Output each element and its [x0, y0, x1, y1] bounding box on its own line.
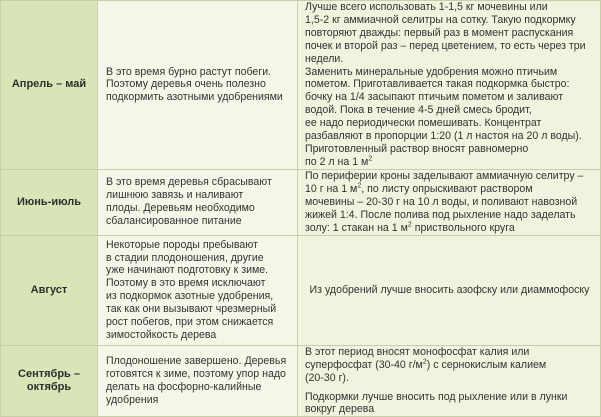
recommendation-text: золу: 1 стакан на 1 м [305, 221, 408, 234]
reason-line: готовятся к зиме, поэтому упор надо [106, 368, 286, 381]
recommendation-line: Подкормки лучше вносить под рыхление или в лунки [305, 390, 568, 403]
recommendation-text: 10 г на 1 м [305, 182, 358, 195]
reason-line: Плодоношение завершено. Деревья [106, 355, 287, 368]
recommendation-line: Лучше всего использовать 1-1,5 кг мочевины или [305, 1, 548, 13]
reason-line: зимостойкость дерева [106, 329, 217, 341]
recommendation-line: мочевины – 20-30 г на 10 л воды, и поливают навозной [305, 195, 578, 208]
reason-line: подкормить азотными удобрениями [106, 91, 283, 104]
reason-line: из подкормок азотные удобрения, [106, 290, 274, 303]
period-cell [1, 169, 98, 235]
recommendation-line: недели. [305, 52, 344, 65]
recommendation-line: Заменить минеральные удобрения можно птичьим [305, 65, 558, 78]
recommendation-line: 1,5-2 кг аммиачной селитры на сотку. Такую подкормку [305, 13, 576, 26]
superscript: 2 [407, 221, 412, 229]
reason-line: плоды. Деревьям необходимо [106, 202, 255, 215]
recommendation-text: приствольного круга [411, 221, 515, 234]
reason-line: рост побегов, при этом снижается [106, 316, 274, 329]
reason-cell [98, 1, 298, 170]
reason-line: Поэтому в это время исключают [106, 277, 266, 290]
recommendation-line: почек и второй раз – перед цветением, то есть через три [305, 39, 586, 52]
table-row [1, 169, 601, 235]
period-label: Апрель – май [11, 78, 87, 91]
recommendation-line: В этот период вносят монофосфат калия или [305, 345, 530, 358]
superscript: 2 [422, 358, 427, 366]
reason-cell [98, 345, 298, 417]
recommendation-line: вокруг дерева [305, 403, 375, 416]
recommendation-line: водой. Пока в течение 4-5 дней смесь бродит, [305, 104, 532, 117]
recommendation-line: (20-30 г). [305, 371, 349, 384]
recommendation-line: жижей 1:4. После полива под рыхление надо заделать [305, 208, 576, 221]
reason-line: сбалансированное питание [106, 215, 242, 228]
recommendation-cell [298, 169, 601, 235]
recommendation-line: пометом. Приготавливается такая подкормка быстро: [305, 78, 570, 91]
table-row [1, 1, 601, 170]
reason-line: удобрения [106, 393, 159, 406]
recommendation-line [305, 359, 594, 372]
reason-line: делать на фосфорно-калийные [106, 381, 262, 394]
recommendation-text: по 2 л на 1 м [305, 155, 369, 168]
superscript: 2 [368, 155, 373, 163]
recommendation-line [305, 222, 594, 235]
superscript: 2 [357, 182, 362, 190]
reason-line: уже начинают подготовку к зиме. [106, 264, 269, 277]
recommendation-cell [298, 345, 601, 417]
period-cell [1, 235, 98, 345]
period-label: Август [30, 283, 68, 296]
recommendation-line: Из удобрений лучше вносить азофску или диаммофоску [309, 283, 590, 296]
table-row [1, 345, 601, 417]
period-label: октябрь [26, 381, 72, 394]
period-cell [1, 1, 98, 170]
recommendation-text: , по листу опрыскивают раствором [361, 182, 533, 195]
recommendation-text: суперфосфат (30-40 г/м [305, 358, 423, 371]
recommendation-line: Приготовленный раствор вносят равномерно [305, 142, 529, 155]
recommendation-line: бочку на 1/4 засыпают птичьим пометом и заливают [305, 91, 564, 104]
recommendation-line: разбавляют в пропорции 1:20 (1 л настоя на 20 л воды). [305, 130, 582, 143]
reason-line: В это время деревья сбрасывают [106, 176, 272, 189]
reason-line: Некоторые породы пребывают [106, 238, 258, 251]
recommendation-text: ) с сернокислым калием [426, 358, 547, 371]
recommendation-line: повторяют дважды: первый раз в момент распускания [305, 26, 574, 39]
reason-line: В это время бурно растут побеги. [106, 65, 272, 78]
reason-line: в стадии плодоношения, другие [106, 251, 264, 264]
reason-line: Поэтому деревья очень полезно [106, 78, 266, 91]
table-row [1, 235, 601, 345]
recommendation-cell [298, 235, 601, 345]
reason-cell [98, 235, 298, 345]
period-cell [1, 345, 98, 417]
period-label: Сентябрь – [18, 368, 80, 381]
recommendation-line [305, 183, 594, 196]
recommendation-line: По периферии кроны заделывают аммиачную селитру – [305, 170, 584, 183]
recommendation-cell [298, 1, 601, 170]
reason-cell [98, 169, 298, 235]
recommendation-line: ее надо периодически помешивать. Концентрат [305, 117, 542, 130]
recommendation-line [305, 156, 594, 169]
reason-line: так как они вызывают чрезмерный [106, 303, 277, 316]
period-label: Июнь-июль [16, 195, 81, 208]
reason-line: лишнюю завязь и наливают [106, 189, 244, 202]
